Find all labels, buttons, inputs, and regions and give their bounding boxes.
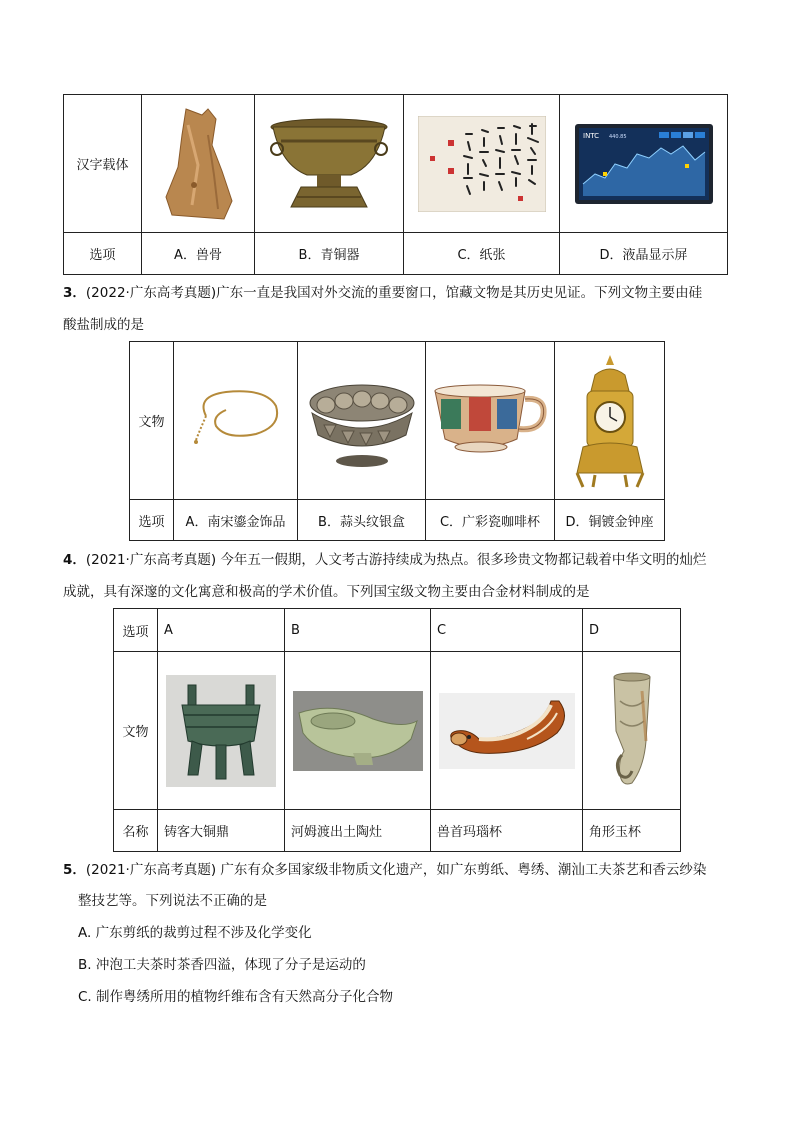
- q4-stem-line1: [63, 551, 706, 569]
- q3-option-a: A．南宋鎏金饰品: [174, 500, 298, 541]
- q4-name-d: 角形玉杯: [583, 810, 681, 852]
- q4-source: (2021·广东高考真题): [85, 552, 217, 568]
- q5-stem-line2: 整技艺等。下列说法不正确的是: [78, 893, 267, 909]
- agate-cup-image: [431, 693, 582, 769]
- q3-table: [129, 341, 665, 541]
- q2-row-label-option: 选项: [64, 233, 142, 275]
- q3-option-b: B．蒜头纹银盒: [298, 500, 426, 541]
- bone-image: [142, 105, 254, 223]
- q3-stem-line1: [63, 284, 702, 302]
- q4-name-a: 铸客大铜鼎: [158, 810, 285, 852]
- q4-letter-b: B: [285, 609, 431, 652]
- q2-option-a: A．兽骨: [142, 233, 255, 275]
- q2-table: [63, 94, 728, 275]
- q4-letter-c: C: [431, 609, 583, 652]
- q2-row-label-carrier: 汉字载体: [64, 95, 142, 233]
- q3-option-c: C．广彩瓷咖啡杯: [426, 500, 555, 541]
- q5-option-b: B. 冲泡工夫茶时茶香四溢，体现了分子是运动的: [78, 957, 366, 973]
- q4-letter-d: D: [583, 609, 681, 652]
- q3-stem-line2: 酸盐制成的是: [63, 317, 144, 333]
- bronze-vessel-image: [255, 115, 403, 213]
- gilt-clock-image: [555, 351, 664, 491]
- q4-row-label-name: 名称: [114, 810, 158, 852]
- q5-option-c: C. 制作粤绣所用的植物纤维布含有天然高分子化合物: [78, 989, 394, 1005]
- gilded-ornament-image: [174, 386, 297, 456]
- q3-number: 3．: [63, 285, 86, 301]
- jade-horn-cup-image: [583, 671, 680, 791]
- bronze-ding-image: [158, 675, 284, 787]
- q3-text-line1: 广东一直是我国对外交流的重要窗口，馆藏文物是其历史见证。下列文物主要由硅: [216, 285, 703, 301]
- q4-row-label-relic: 文物: [114, 652, 158, 810]
- q4-letter-a: A: [158, 609, 285, 652]
- q2-option-c: C．纸张: [404, 233, 560, 275]
- q4-name-b: 河姆渡出土陶灶: [285, 810, 431, 852]
- lcd-screen-image: [560, 124, 727, 204]
- q2-option-d: D．液晶显示屏: [560, 233, 728, 275]
- calligraphy-paper-image: [404, 116, 559, 212]
- screen-ticker-label: INTC: [582, 131, 599, 140]
- q3-option-d: D．铜镀金钟座: [555, 500, 665, 541]
- q4-stem-line2: 成就，具有深邃的文化寓意和极高的学术价值。下列国宝级文物主要由合金材料制成的是: [63, 584, 590, 600]
- q5-text-line1: 广东有众多国家级非物质文化遗产，如广东剪纸、粤绣、潮汕工夫茶艺和香云纱染: [220, 862, 707, 878]
- q5-source: (2021·广东高考真题): [85, 862, 217, 878]
- porcelain-cup-image: [426, 381, 554, 461]
- q3-row-label-option: 选项: [130, 500, 174, 541]
- q4-table: [113, 608, 681, 852]
- q4-row-label-option: 选项: [114, 609, 158, 652]
- q5-option-a: A. 广东剪纸的裁剪过程不涉及化学变化: [78, 925, 312, 941]
- q4-number: 4．: [63, 552, 86, 568]
- silver-box-image: [298, 373, 425, 469]
- screen-price-label: 440.85: [608, 133, 626, 140]
- q3-row-label-relic: 文物: [130, 342, 174, 500]
- q4-name-c: 兽首玛瑙杯: [431, 810, 583, 852]
- q3-source: (2022·广东高考真题): [85, 285, 217, 301]
- q2-option-b: B．青铜器: [255, 233, 404, 275]
- q4-text-line1: 今年五一假期，人文考古游持续成为热点。很多珍贵文物都记载着中华文明的灿烂: [220, 552, 707, 568]
- pottery-stove-image: [285, 691, 430, 771]
- q5-number: 5．: [63, 862, 86, 878]
- q5-stem-line1: [63, 861, 706, 879]
